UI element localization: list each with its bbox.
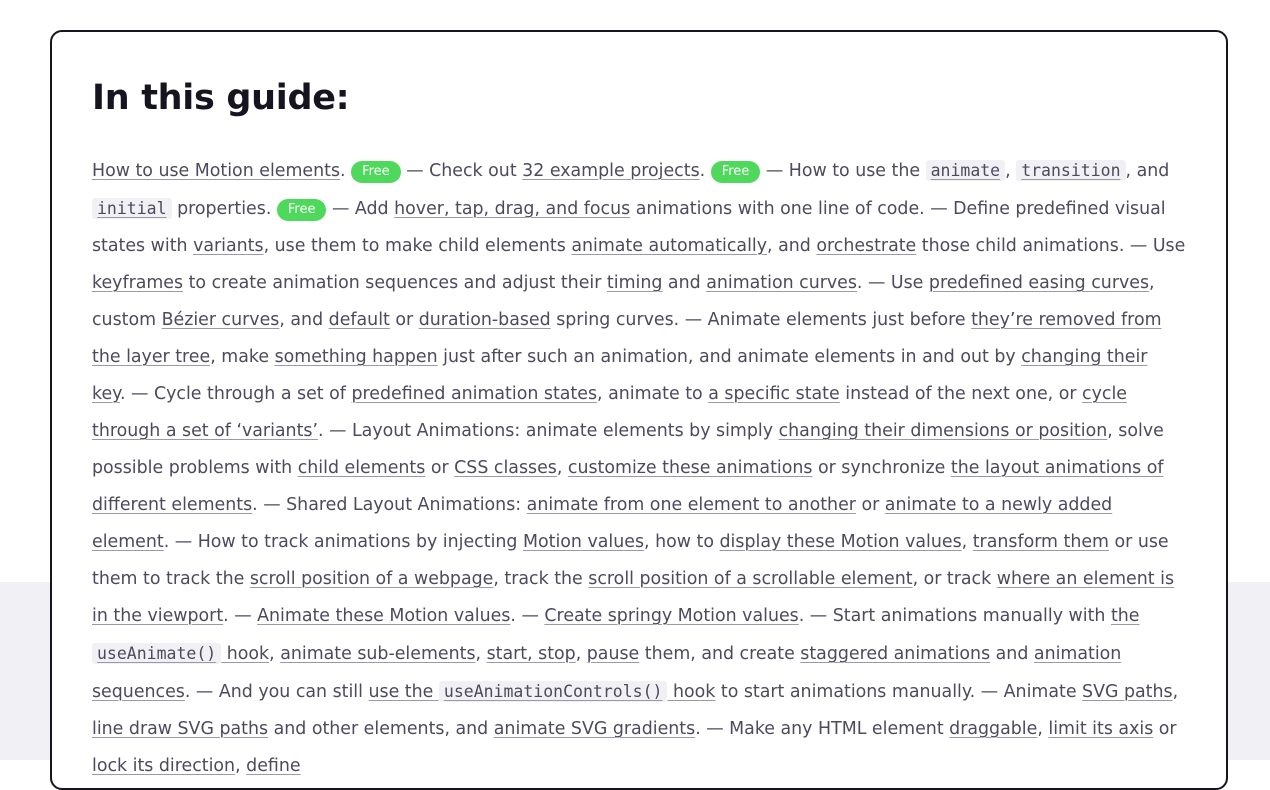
guide-text: , and [767, 236, 817, 256]
link-animation-sequences[interactable]: animation sequences [92, 644, 1122, 702]
guide-text: , [235, 756, 247, 776]
guide-text: instead of the next one, or [839, 384, 1083, 404]
link-animation-curves[interactable]: animation curves [706, 273, 857, 293]
link-animate-property[interactable] [926, 161, 1006, 181]
guide-text: and [662, 273, 707, 293]
link-initial-property[interactable] [92, 199, 172, 219]
link-removed-from-layer-tree[interactable]: they’re removed from the layer tree [92, 310, 1162, 367]
guide-text: . — Cycle through a set of [119, 384, 352, 404]
guide-text: or [855, 495, 885, 515]
guide-text: , [1172, 682, 1179, 702]
link-animate-sub-elements[interactable]: animate sub-elements [280, 644, 476, 664]
link-define[interactable]: define [246, 756, 301, 776]
guide-text: . — [510, 606, 545, 626]
guide-text: . — Use [856, 273, 929, 293]
guide-card [50, 30, 1228, 790]
link-element-in-viewport[interactable]: where an element is in the viewport [92, 569, 1175, 626]
code-use-animate: useAnimate() [92, 643, 221, 664]
guide-contents [92, 152, 1186, 785]
link-orchestrate[interactable]: orchestrate [816, 236, 917, 256]
link-staggered-animations[interactable]: staggered animations [800, 644, 991, 664]
link-motion-values[interactable]: Motion values [523, 532, 645, 552]
guide-text: properties. [171, 199, 277, 219]
link-text: hook [221, 644, 270, 664]
guide-text: , or track [912, 569, 997, 589]
guide-text: those child animations. — Use [916, 236, 1186, 256]
link-springy-motion-values[interactable]: Create springy Motion values [544, 606, 799, 626]
link-scroll-position-webpage[interactable]: scroll position of a webpage [249, 569, 494, 589]
guide-text: , how to [644, 532, 720, 552]
code-transition: transition [1016, 160, 1125, 181]
link-customize-animations[interactable]: customize these animations [567, 458, 813, 478]
free-badge: Free [351, 161, 401, 183]
guide-text: , [961, 532, 973, 552]
link-transition-property[interactable] [1016, 161, 1125, 181]
link-cycle-variants[interactable]: cycle through a set of ‘variants’ [92, 384, 1127, 441]
guide-text: spring curves. — Animate elements just before [550, 310, 972, 330]
guide-text: , animate to [597, 384, 709, 404]
link-changing-their-key[interactable]: changing their key [92, 347, 1148, 404]
guide-text: or [1153, 719, 1177, 739]
guide-text: just after such an animation, and animate elements in and out by [437, 347, 1022, 367]
guide-text: , custom [92, 273, 1155, 330]
link-duration-based[interactable]: duration-based [418, 310, 551, 330]
guide-text: animations with one line of code. — Define predefined visual states with [92, 199, 1166, 256]
link-layout-animations-different-elements[interactable]: the layout animations of different elements [92, 458, 1164, 515]
guide-text: , [556, 458, 568, 478]
page-title: In this guide: [92, 78, 350, 118]
link-variants[interactable]: variants [193, 236, 264, 256]
free-badge: Free [277, 199, 327, 221]
link-predefined-easing-curves[interactable]: predefined easing curves [928, 273, 1150, 293]
link-use-animation-controls-hook[interactable] [369, 682, 716, 702]
guide-text: , [269, 644, 281, 664]
link-bezier-curves[interactable]: Bézier curves [161, 310, 280, 330]
guide-text: . — Start animations manually with [798, 606, 1111, 626]
link-animate-automatically[interactable]: animate automatically [571, 236, 768, 256]
guide-text: . — How to track animations by injecting [163, 532, 523, 552]
guide-text: to create animation sequences and adjust their [183, 273, 607, 293]
guide-text: and [990, 644, 1034, 664]
guide-text: . — And you can still [184, 682, 369, 702]
link-lock-direction[interactable]: lock its direction [92, 756, 236, 776]
guide-text: , use them to make child elements [263, 236, 572, 256]
guide-text: . — Layout Animations: animate elements by simply [318, 421, 779, 441]
guide-text: to start animations manually. — Animate [715, 682, 1083, 702]
link-hover-tap-drag-focus[interactable]: hover, tap, drag, and focus [394, 199, 631, 219]
guide-text: . — Make any HTML element [695, 719, 950, 739]
guide-text: , [1005, 161, 1017, 181]
guide-text: or synchronize [812, 458, 951, 478]
link-text: the [1110, 606, 1140, 626]
link-pause[interactable]: pause [586, 644, 640, 664]
guide-text: or use them to track the [92, 532, 1169, 589]
link-limit-axis[interactable]: limit its axis [1048, 719, 1154, 739]
guide-text: , track the [493, 569, 589, 589]
guide-text: — How to use the [760, 161, 926, 181]
link-newly-added-element[interactable]: animate to a newly added element [92, 495, 1113, 552]
link-something-happen[interactable]: something happen [274, 347, 438, 367]
link-child-elements[interactable]: child elements [297, 458, 426, 478]
link-css-classes[interactable]: CSS classes [454, 458, 557, 478]
link-dimensions-or-position[interactable]: changing their dimensions or position [778, 421, 1108, 441]
guide-text: . [340, 161, 352, 181]
link-display-motion-values[interactable]: display these Motion values [719, 532, 962, 552]
guide-text: or [425, 458, 455, 478]
guide-text: , and [1125, 161, 1170, 181]
link-keyframes[interactable]: keyframes [92, 273, 184, 293]
guide-text: and other elements, and [268, 719, 494, 739]
guide-text: , make [210, 347, 275, 367]
guide-text: , [475, 644, 487, 664]
link-draggable[interactable]: draggable [949, 719, 1038, 739]
guide-text: — Add [326, 199, 395, 219]
link-timing[interactable]: timing [606, 273, 663, 293]
code-animate: animate [926, 160, 1006, 181]
link-svg-paths[interactable]: SVG paths [1082, 682, 1173, 702]
link-default-spring[interactable]: default [328, 310, 390, 330]
link-example-projects[interactable]: 32 example projects [522, 161, 700, 181]
guide-text: . [699, 161, 711, 181]
link-text: hook [667, 682, 716, 702]
link-animate-svg-gradients[interactable]: animate SVG gradients [493, 719, 696, 739]
link-line-draw-svg-paths[interactable]: line draw SVG paths [92, 719, 269, 739]
guide-text: them, and create [639, 644, 801, 664]
link-scroll-position-element[interactable]: scroll position of a scrollable element [588, 569, 913, 589]
free-badge: Free [711, 161, 761, 183]
link-start-stop[interactable]: start, stop [486, 644, 576, 664]
guide-text: — Check out [400, 161, 523, 181]
guide-text: or [389, 310, 419, 330]
link-text: use the [368, 682, 439, 702]
guide-text: , [575, 644, 587, 664]
code-use-animation-controls: useAnimationControls() [439, 681, 668, 702]
guide-text: . — Shared Layout Animations: [252, 495, 527, 515]
guide-text: , and [279, 310, 329, 330]
guide-text: . — [223, 606, 258, 626]
link-motion-elements[interactable]: How to use Motion elements [92, 161, 341, 181]
guide-text: , [1037, 719, 1049, 739]
link-transform-them[interactable]: transform them [972, 532, 1109, 552]
link-animate-motion-values[interactable]: Animate these Motion values [257, 606, 511, 626]
link-predefined-animation-states[interactable]: predefined animation states [351, 384, 598, 404]
guide-text: , solve possible problems with [92, 421, 1164, 478]
link-a-specific-state[interactable]: a specific state [708, 384, 840, 404]
code-initial: initial [92, 198, 172, 219]
link-animate-one-element-to-another[interactable]: animate from one element to another [526, 495, 856, 515]
